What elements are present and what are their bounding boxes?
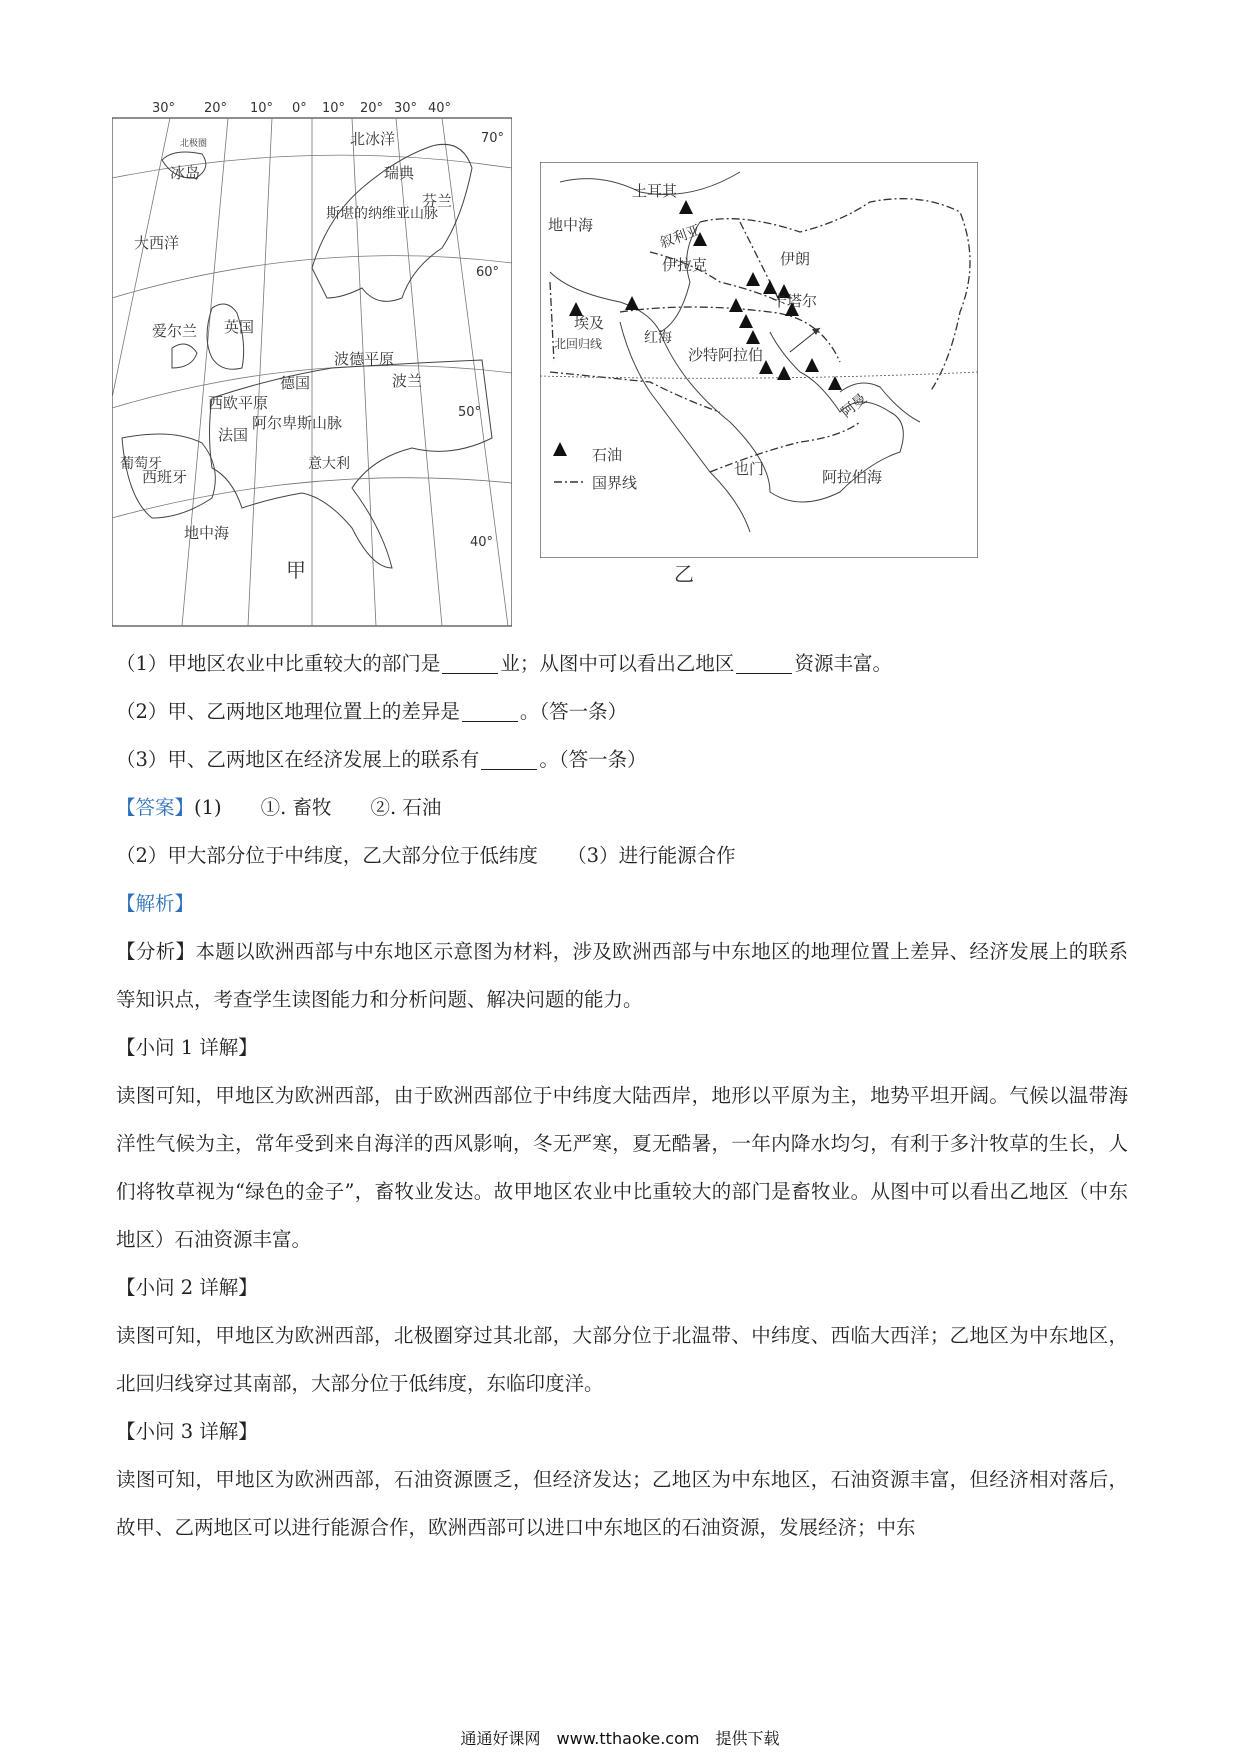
question-3: （3）甲、乙两地区在经济发展上的联系有 。（答一条）: [116, 748, 647, 771]
lat-label: 40°: [470, 535, 494, 550]
answer-blank: [481, 748, 537, 770]
section-body-2: 读图可知，甲地区为欧洲西部，北极圈穿过其北部，大部分位于北温带、中纬度、西临大西洋；乙地区为中东地区，北回归线穿过其南部，大部分位于低纬度，东临印度洋。: [116, 1324, 1128, 1395]
lon-label: 0°: [292, 101, 307, 116]
map-yi-caption: 乙: [674, 562, 694, 586]
place-label: 德国: [280, 374, 311, 392]
place-label: 阿拉伯海: [822, 468, 883, 486]
place-label: 伊拉克: [662, 256, 708, 274]
place-label: 伊朗: [780, 250, 811, 268]
place-label: 大西洋: [134, 234, 180, 252]
lon-label: 20°: [204, 101, 228, 116]
place-label: 意大利: [308, 456, 350, 472]
section-body-1: 读图可知，甲地区为欧洲西部，由于欧洲西部位于中纬度大陆西岸，地形以平原为主，地势平坦开阔。气候以温带海洋性气候为主，常年受到来自海洋的西风影响，冬无严寒，夏无酷暑，一年内降水均匀，有利于多汁牧草的生长，人们将牧草视为“绿色的金子”，畜牧业发达。故甲地区农业中比重较大的部门是畜牧业。从图中可以看出乙地区（中东地区）石油资源丰富。: [116, 1084, 1128, 1251]
lat-label: 50°: [458, 405, 482, 420]
place-label: 法国: [218, 426, 249, 444]
lon-label: 30°: [152, 101, 176, 116]
answer-blank: [462, 700, 518, 722]
place-label: 北极圈: [180, 139, 208, 149]
lat-label: 60°: [476, 265, 500, 280]
place-label: 爱尔兰: [152, 322, 198, 340]
place-label: 西欧平原: [208, 394, 269, 412]
place-label: 地中海: [184, 524, 230, 542]
place-label: 波兰: [392, 372, 423, 390]
lon-label: 10°: [250, 101, 274, 116]
answer-line-2: （2）甲大部分位于中纬度，乙大部分位于低纬度 （3）进行能源合作: [116, 844, 736, 867]
place-label: 英国: [224, 318, 255, 336]
place-label: 瑞典: [384, 164, 415, 182]
lat-label: 70°: [480, 131, 504, 146]
place-label: 芬兰: [422, 192, 453, 210]
map-middle-east: [540, 162, 978, 558]
place-label: 土耳其: [632, 182, 678, 200]
legend-border-label: 国界线: [592, 474, 638, 492]
section-heading-1: 【小问 1 详解】: [116, 1036, 258, 1059]
place-label: 斯堪的纳维亚山脉: [326, 206, 438, 222]
answer-blank: [736, 652, 792, 674]
place-label: 埃及: [574, 314, 605, 332]
place-label: 北回归线: [554, 337, 603, 351]
lon-label: 40°: [428, 101, 452, 116]
place-label: 西班牙: [142, 468, 188, 486]
lon-label: 30°: [394, 101, 418, 116]
place-label: 北冰洋: [350, 130, 396, 148]
answer-blank: [442, 652, 498, 674]
map-western-europe: [112, 98, 512, 628]
lon-label: 20°: [360, 101, 384, 116]
question-1: （1）甲地区农业中比重较大的部门是 业；从图中可以看出乙地区 资源丰富。: [116, 652, 892, 675]
analysis-label: 【解析】: [116, 892, 195, 915]
section-body-3: 读图可知，甲地区为欧洲西部，石油资源匮乏，但经济发达；乙地区为中东地区，石油资源丰富，但经济相对落后，故甲、乙两地区可以进行能源合作，欧洲西部可以进口中东地区的石油资源，发展经济；中东: [116, 1468, 1128, 1539]
place-label: 葡萄牙: [120, 456, 162, 472]
place-label: 冰岛: [170, 164, 201, 182]
place-label: 红海: [644, 330, 672, 346]
place-label: 卡塔尔: [772, 292, 818, 310]
question-2: （2）甲、乙两地区地理位置上的差异是 。（答一条）: [116, 700, 628, 723]
place-label: 叙利亚: [657, 222, 703, 252]
section-heading-3: 【小问 3 详解】: [116, 1420, 258, 1443]
answer-line-1: 【答案】(1) ①. 畜牧 ②. 石油: [116, 796, 442, 819]
analysis-summary: 【分析】本题以欧洲西部与中东地区示意图为材料，涉及欧洲西部与中东地区的地理位置上差异、经济发展上的联系等知识点，考查学生读图能力和分析问题、解决问题的能力。: [116, 940, 1128, 1011]
legend-oil-label: 石油: [592, 446, 623, 464]
place-label: 阿曼: [838, 390, 871, 422]
place-label: 阿尔卑斯山脉: [252, 414, 343, 432]
section-heading-2: 【小问 2 详解】: [116, 1276, 258, 1299]
answer-label: 【答案】: [116, 796, 195, 819]
page-footer: 通通好课网 www.tthaoke.com 提供下载: [460, 1729, 780, 1748]
map-jia-caption: 甲: [286, 558, 306, 582]
lon-label: 10°: [322, 101, 346, 116]
place-label: 波德平原: [334, 350, 395, 368]
place-label: 也门: [734, 460, 765, 478]
place-label: 沙特阿拉伯: [688, 346, 764, 364]
place-label: 地中海: [548, 216, 594, 234]
